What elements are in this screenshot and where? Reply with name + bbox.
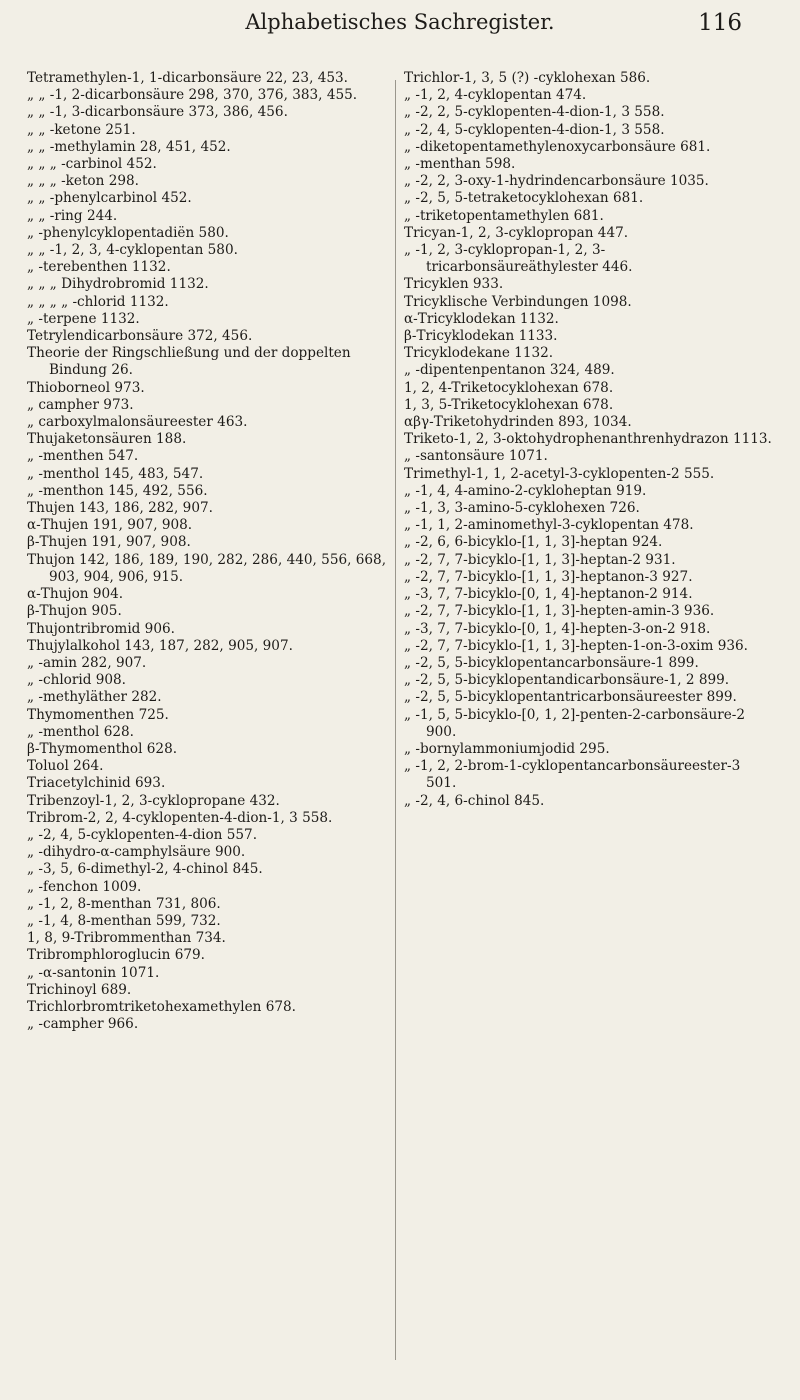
index-entry: „ -2, 4, 6-chinol 845. [404,792,545,809]
index-entry: „ -1, 4, 4-amino-2-cykloheptan 919. [404,482,647,499]
index-entry: „ -2, 7, 7-bicyklo-[1, 1, 3]-hepten-1-on-3-oxim 936. [404,637,748,654]
index-entry: „ -bornylammoniumjodid 295. [404,740,610,757]
index-entry: „ -2, 7, 7-bicyklo-[1, 1, 3]-hepten-amin-3 936. [404,603,715,620]
index-entry: „ -1, 2, 8-menthan 731, 806. [27,895,221,912]
index-entry: β-Thujen 191, 907, 908. [27,534,191,551]
index-entry: Tricyan-1, 2, 3-cyklopropan 447. [404,224,629,241]
index-entry: „ -triketopentamethylen 681. [404,207,604,224]
index-entry: Triacetylchinid 693. [27,775,166,792]
index-entry: „ „ -1, 2, 3, 4-cyklopentan 580. [27,242,238,259]
index-entry: Thymomenthen 725. [27,706,169,723]
index-entry: „ -menthol 628. [27,723,134,740]
index-entry: Trichlor-1, 3, 5 (?) -cyklohexan 586. [404,70,651,86]
index-entry: „ -2, 5, 5-bicyklopentandicarbonsäure-1, 2 899. [404,672,730,689]
index-entry: „ -2, 7, 7-bicyklo-[1, 1, 3]-heptanon-3 927. [404,568,693,585]
index-entry: „ campher 973. [27,396,134,413]
index-entry: Trichlorbromtriketohexamethylen 678. [27,998,296,1015]
index-entry: αβγ-Triketohydrinden 893, 1034. [404,414,632,431]
index-entry: Tribrom-2, 2, 4-cyklopenten-4-dion-1, 3 558. [27,809,333,826]
index-entry: β-Tricyklodekan 1133. [404,328,558,345]
index-entry: „ -2, 7, 7-bicyklo-[1, 1, 3]-heptan-2 931. [404,551,676,568]
index-entry: „ -1, 3, 3-amino-5-cyklohexen 726. [404,500,640,517]
index-entry: „ „ -methylamin 28, 451, 452. [27,138,231,155]
index-entry: Triketo-1, 2, 3-oktohydrophenanthrenhydrazon 1113. [404,431,772,448]
index-entry: „ -2, 2, 5-cyklopenten-4-dion-1, 3 558. [404,104,665,121]
index-entry: Tetramethylen-1, 1-dicarbonsäure 22, 23, 453. [27,70,348,86]
index-entry: „ -α-santonin 1071. [27,964,160,981]
index-entry: α-Tricyklodekan 1132. [404,310,559,327]
index-entry: Trichinoyl 689. [27,981,132,998]
index-entry: β-Thujon 905. [27,603,122,620]
index-entry: Toluol 264. [27,758,104,775]
index-entry: „ -terpene 1132. [27,310,140,327]
index-entry: „ carboxylmalonsäureester 463. [27,414,248,431]
index-entry: α-Thujon 904. [27,586,124,603]
index-entry: 1, 2, 4-Triketocyklohexan 678. [404,379,614,396]
index-entry: Thujen 143, 186, 282, 907. [27,500,213,517]
index-entry: „ -santonsäure 1071. [404,448,548,465]
column-divider [395,80,396,1360]
index-entry: 1, 3, 5-Triketocyklohexan 678. [404,396,614,413]
index-entry: Thujontribromid 906. [27,620,175,637]
index-entry: „ -1, 4, 8-menthan 599, 732. [27,912,221,929]
index-entry: „ -2, 2, 3-oxy-1-hydrindencarbonsäure 1035. [404,173,709,190]
index-entry: „ „ „ „ -chlorid 1132. [27,293,169,310]
index-entry: „ -2, 4, 5-cyklopenten-4-dion-1, 3 558. [404,121,665,138]
index-entry: Tricyklische Verbindungen 1098. [404,293,632,310]
index-entry: „ -phenylcyklopentadiën 580. [27,224,229,241]
index-entry: „ „ -1, 3-dicarbonsäure 373, 386, 456. [27,104,288,121]
index-entry: „ -diketopentamethylenoxycarbonsäure 681. [404,138,711,155]
right-column [404,70,772,810]
index-entry: „ -1, 2, 3-cyklopropan-1, 2, 3-tricarbonsäureäthylester 446. [404,242,633,276]
page-number: 116 [698,10,742,36]
index-entry: „ -3, 7, 7-bicyklo-[0, 1, 4]-heptanon-2 914. [404,586,693,603]
index-entry: „ -3, 7, 7-bicyklo-[0, 1, 4]-hepten-3-on-2 918. [404,620,711,637]
index-entry: „ -menthol 145, 483, 547. [27,465,204,482]
index-entry: 1, 8, 9-Tribrommenthan 734. [27,930,226,947]
left-column [27,70,389,1033]
index-entry: „ -menthon 145, 492, 556. [27,482,208,499]
index-entry: Thioborneol 973. [27,379,145,396]
index-entry: „ -1, 2, 2-brom-1-cyklopentancarbonsäureester-3 501. [404,758,741,792]
index-entry: Tetrylendicarbonsäure 372, 456. [27,328,253,345]
index-entry: „ „ -ring 244. [27,207,118,224]
index-entry: „ -2, 6, 6-bicyklo-[1, 1, 3]-heptan 924. [404,534,663,551]
index-entry: Thujon 142, 186, 189, 190, 282, 286, 440, 556, 668, 903, 904, 906, 915. [27,551,387,585]
index-entry: „ -chlorid 908. [27,672,126,689]
index-entry: „ -menthan 598. [404,156,516,173]
index-entry: Theorie der Ringschließung und der doppelten Bindung 26. [27,345,351,379]
index-entry: „ -campher 966. [27,1016,139,1033]
running-head [0,8,800,36]
index-entry: „ -1, 1, 2-aminomethyl-3-cyklopentan 478. [404,517,694,534]
index-entry: Tricyklen 933. [404,276,504,293]
index-entry: Thujylalkohol 143, 187, 282, 905, 907. [27,637,293,654]
index-entry: „ „ -1, 2-dicarbonsäure 298, 370, 376, 383, 455. [27,87,358,104]
index-entry: β-Thymomenthol 628. [27,740,178,757]
index-entry: Tribromphloroglucin 679. [27,947,205,964]
index-entry: „ -2, 5, 5-tetraketocyklohexan 681. [404,190,644,207]
index-entry: Trimethyl-1, 1, 2-acetyl-3-cyklopenten-2 555. [404,465,715,482]
index-entry: „ „ -phenylcarbinol 452. [27,190,192,207]
index-entry: „ -1, 2, 4-cyklopentan 474. [404,87,587,104]
index-entry: „ -2, 5, 5-bicyklopentantricarbonsäureester 899. [404,689,737,706]
index-entry: „ -dipentenpentanon 324, 489. [404,362,615,379]
index-entry: α-Thujen 191, 907, 908. [27,517,193,534]
index-entry: „ -menthen 547. [27,448,139,465]
index-entry: „ -2, 4, 5-cyklopenten-4-dion 557. [27,826,258,843]
index-entry: Tricyklodekane 1132. [404,345,554,362]
index-entry: „ „ „ -keton 298. [27,173,139,190]
index-entry: „ -3, 5, 6-dimethyl-2, 4-chinol 845. [27,861,263,878]
index-entry: „ -2, 5, 5-bicyklopentancarbonsäure-1 899. [404,654,699,671]
index-entry: „ -fenchon 1009. [27,878,142,895]
index-entry: „ -1, 5, 5-bicyklo-[0, 1, 2]-penten-2-carbonsäure-2 900. [404,706,745,740]
index-entry: „ „ „ Dihydrobromid 1132. [27,276,209,293]
index-entry: „ „ „ -carbinol 452. [27,156,157,173]
index-entry: Tribenzoyl-1, 2, 3-cyklopropane 432. [27,792,280,809]
page-title: Alphabetisches Sachregister. [245,10,555,34]
index-entry: „ -dihydro-α-camphylsäure 900. [27,844,246,861]
index-entry: Thujaketonsäuren 188. [27,431,187,448]
index-entry: „ -methyläther 282. [27,689,162,706]
index-entry: „ -terebenthen 1132. [27,259,171,276]
index-entry: „ -amin 282, 907. [27,654,147,671]
index-entry: „ „ -ketone 251. [27,121,136,138]
